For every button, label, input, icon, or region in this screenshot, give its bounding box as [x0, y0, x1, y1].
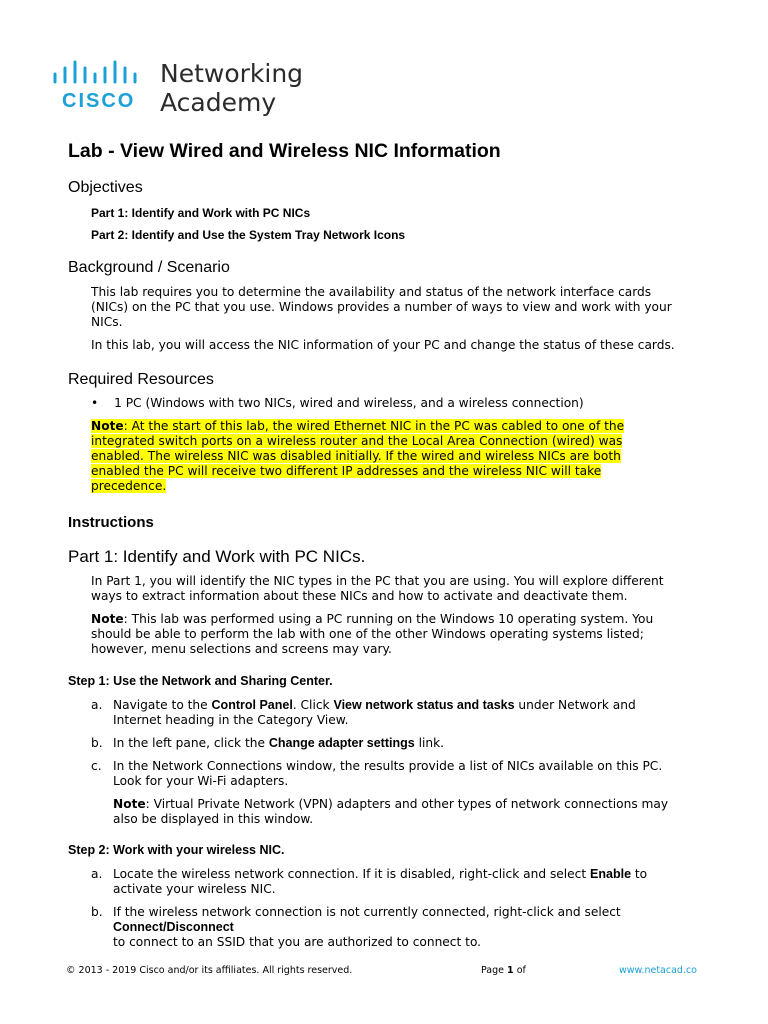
- text-line: In Part 1, you will identify the NIC types in the PC that you are using. You will explore different: [91, 574, 664, 588]
- footer-page-number: [481, 965, 526, 976]
- logo-networking: Networking: [160, 59, 304, 88]
- list-marker: b.: [91, 905, 103, 919]
- objective-item: Part 2: Identify and Use the System Tray Network Icons: [91, 228, 406, 242]
- background-heading: Background / Scenario: [68, 259, 230, 276]
- text-run: to: [631, 867, 648, 881]
- footer-copyright: © 2013 - 2019 Cisco and/or its affiliates. All rights reserved.: [66, 965, 353, 976]
- text-line: This lab requires you to determine the availability and status of the network interface cards: [91, 285, 652, 299]
- objectives-heading: Objectives: [68, 179, 143, 196]
- cisco-bars-icon: [52, 60, 148, 88]
- instructions-heading: Instructions: [68, 514, 154, 531]
- part1-note: [91, 612, 653, 657]
- text-run: under Network and: [514, 698, 636, 712]
- text-line: : This lab was performed using a PC running on the Windows 10 operating system. You: [123, 612, 654, 626]
- step1-item-a: [91, 698, 711, 728]
- text-line: : Virtual Private Network (VPN) adapters and other types of network connections may: [145, 797, 669, 811]
- text-line: In the Network Connections window, the results provide a list of NICs available on this PC.: [113, 759, 663, 773]
- connect-disconnect-term: Connect/Disconnect: [113, 920, 234, 934]
- resources-heading: Required Resources: [68, 371, 214, 388]
- footer-netacad-link[interactable]: www.netacad.co: [619, 965, 697, 976]
- cisco-logo: [52, 56, 312, 118]
- bullet-text: 1 PC (Windows with two NICs, wired and wireless, and a wireless connection): [114, 396, 584, 410]
- text-line: Internet heading in the Category View.: [113, 713, 349, 727]
- text-run: . Click: [292, 698, 334, 712]
- step1-heading: Step 1: Use the Network and Sharing Center.: [68, 674, 333, 688]
- background-paragraph-2: In this lab, you will access the NIC information of your PC and change the status of these cards.: [91, 338, 675, 352]
- step2-item-a: [91, 867, 711, 897]
- text-line: also be displayed in this window.: [113, 812, 314, 826]
- resource-bullet-item: [91, 396, 584, 411]
- text-run: Locate the wireless network connection. If it is disabled, right-click and select: [113, 867, 591, 881]
- step1-item-c: [91, 759, 711, 827]
- control-panel-term: Control Panel: [211, 698, 293, 712]
- change-adapter-settings-term: Change adapter settings: [268, 736, 415, 750]
- text-line: integrated switch ports on a wireless router and the Local Area Connection (wired) was: [91, 434, 623, 448]
- text-line: Look for your Wi-Fi adapters.: [113, 774, 289, 788]
- text-line: however, menu selections and screens may vary.: [91, 642, 392, 656]
- text-line: enabled. The wireless NIC was disabled initially. If the wired and wireless NICs are both: [91, 449, 621, 463]
- note-label: Note: [113, 797, 146, 811]
- bullet-icon: •: [91, 396, 99, 410]
- objective-item: Part 1: Identify and Work with PC NICs: [91, 206, 311, 220]
- page-of: of: [516, 965, 526, 976]
- page-title: Lab - View Wired and Wireless NIC Information: [68, 140, 501, 162]
- text-line: NICs.: [91, 315, 123, 329]
- logo-cisco-wordmark: CISCO: [62, 90, 136, 112]
- step2-heading: Step 2: Work with your wireless NIC.: [68, 843, 285, 857]
- text-line: : At the start of this lab, the wired Ethernet NIC in the PC was cabled to one of the: [123, 419, 625, 433]
- text-line: enabled the PC will receive two different IP addresses and the wireless NIC will take: [91, 464, 602, 478]
- text-line: to connect to an SSID that you are authorized to connect to.: [113, 935, 482, 949]
- text-run: In the left pane, click the: [113, 736, 269, 750]
- resources-note: [91, 419, 624, 494]
- text-run: link.: [414, 736, 445, 750]
- note-label: Note: [91, 612, 124, 626]
- step2-item-b: [91, 905, 711, 950]
- text-line: (NICs) on the PC that you use. Windows provides a number of ways to view and work with your: [91, 300, 672, 314]
- view-network-status-term: View network status and tasks: [333, 698, 515, 712]
- logo-academy: Academy: [160, 88, 277, 117]
- list-marker: b.: [91, 736, 103, 750]
- step1-item-b: [91, 736, 711, 751]
- part1-heading: Part 1: Identify and Work with PC NICs.: [68, 547, 366, 566]
- background-paragraph: [91, 285, 672, 330]
- text-line: If the wireless network connection is not currently connected, right-click and select: [113, 905, 621, 919]
- page-label: Page: [481, 965, 504, 976]
- page-num: 1: [507, 965, 514, 976]
- enable-term: Enable: [590, 867, 632, 881]
- text-line: precedence.: [91, 479, 167, 493]
- text-run: Navigate to the: [113, 698, 212, 712]
- list-marker: c.: [91, 759, 102, 773]
- list-marker: a.: [91, 867, 103, 881]
- text-line: ways to extract information about these NICs and how to activate and deactivate them.: [91, 589, 628, 603]
- list-marker: a.: [91, 698, 103, 712]
- part1-intro: [91, 574, 664, 604]
- text-line: should be able to perform the lab with one of the other Windows operating systems listed;: [91, 627, 644, 641]
- note-label: Note: [91, 419, 124, 433]
- text-line: activate your wireless NIC.: [113, 882, 276, 896]
